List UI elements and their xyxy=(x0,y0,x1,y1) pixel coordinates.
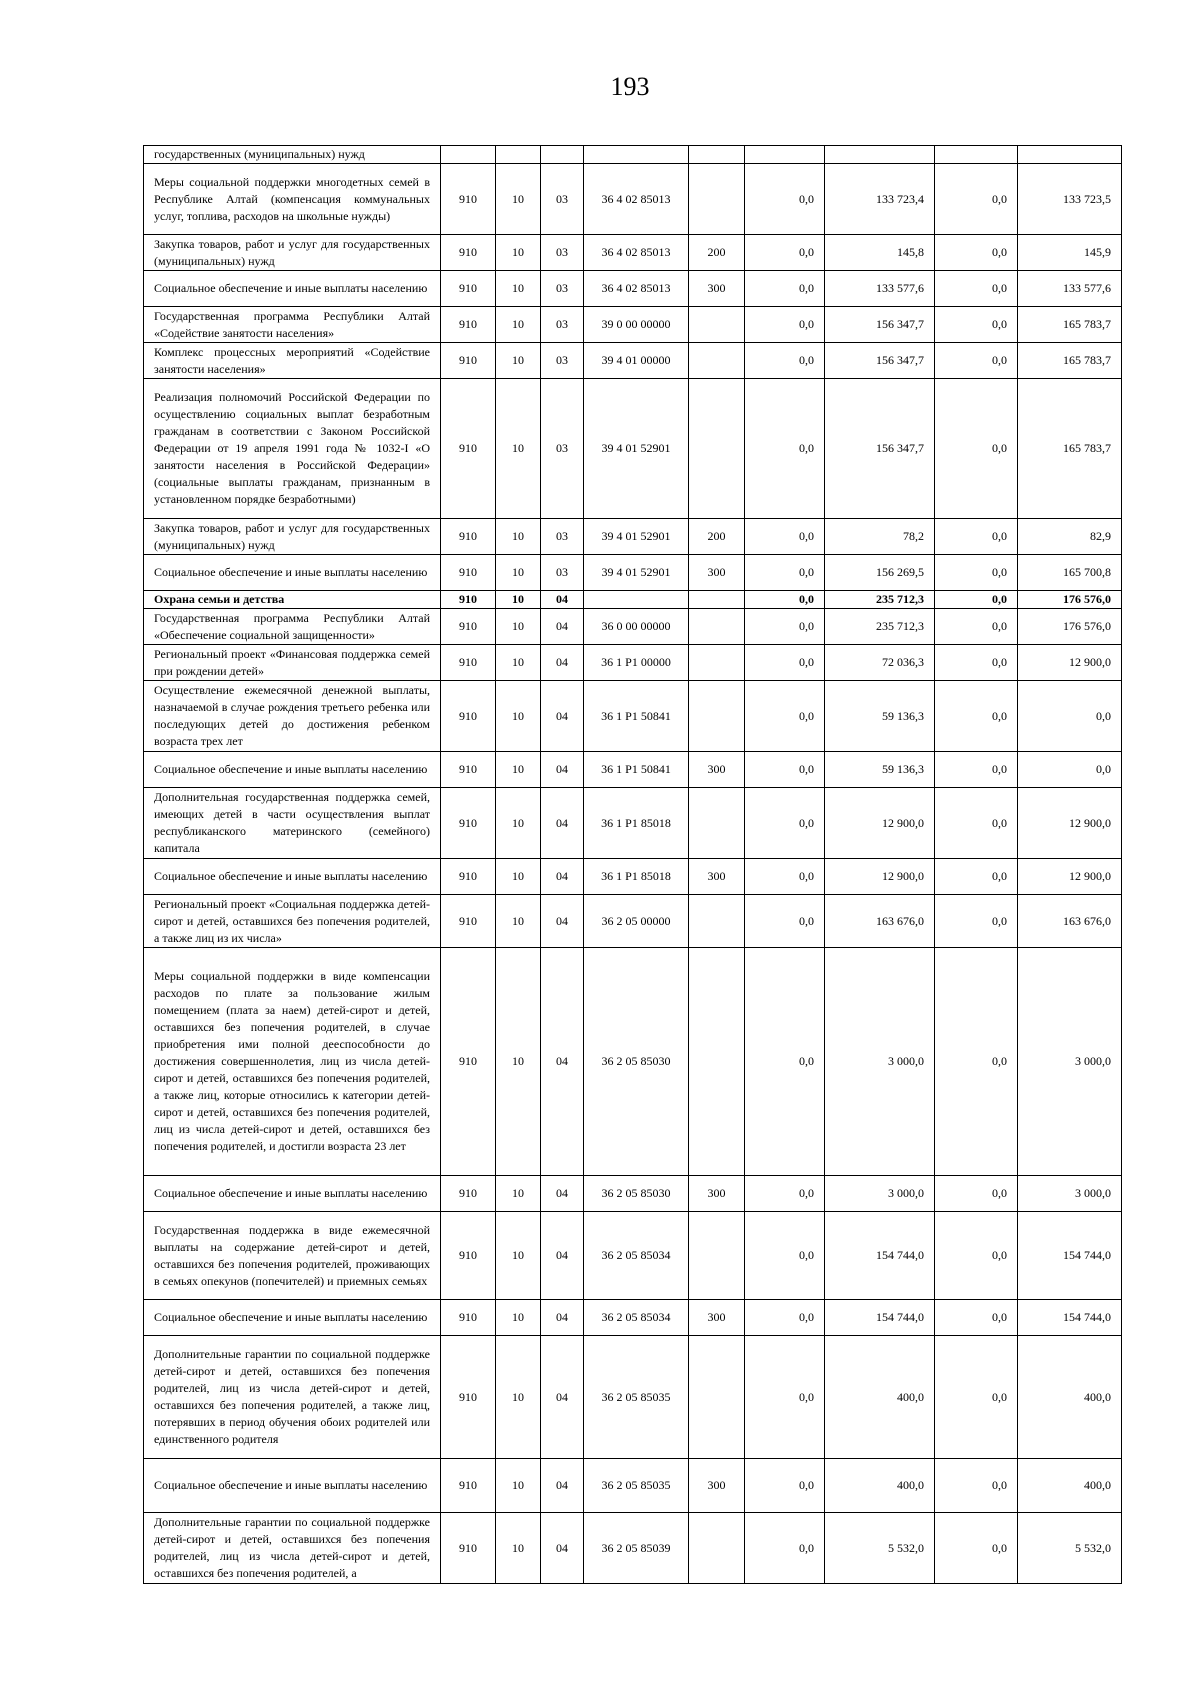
row-value-2-cell: 156 347,7 xyxy=(825,343,935,379)
row-value-2-cell: 3 000,0 xyxy=(825,948,935,1176)
row-name-cell: Комплекс процессных мероприятий «Содействие занятости населения» xyxy=(144,343,441,379)
table-row xyxy=(144,1212,1122,1300)
row-value-3-cell: 0,0 xyxy=(935,1212,1018,1300)
row-expense-type-cell xyxy=(689,1513,745,1584)
row-subsection-cell: 04 xyxy=(541,591,584,609)
row-admin-code-cell: 910 xyxy=(441,859,496,895)
row-value-2-cell: 156 347,7 xyxy=(825,379,935,519)
row-expense-type-cell: 200 xyxy=(689,235,745,271)
row-value-4-cell: 165 700,8 xyxy=(1018,555,1122,591)
row-value-2-cell: 156 347,7 xyxy=(825,307,935,343)
row-section-cell: 10 xyxy=(496,164,541,235)
row-target-article-cell: 39 4 01 52901 xyxy=(584,555,689,591)
row-subsection-cell: 03 xyxy=(541,271,584,307)
row-name-cell: Социальное обеспечение и иные выплаты населению xyxy=(144,271,441,307)
row-value-4-cell: 165 783,7 xyxy=(1018,379,1122,519)
row-target-article-cell: 36 2 05 85034 xyxy=(584,1212,689,1300)
row-expense-type-cell xyxy=(689,681,745,752)
row-target-article-cell: 36 2 05 85035 xyxy=(584,1459,689,1513)
row-section-cell: 10 xyxy=(496,895,541,948)
row-name-cell: Закупка товаров, работ и услуг для государственных (муниципальных) нужд xyxy=(144,235,441,271)
row-value-4-cell: 12 900,0 xyxy=(1018,788,1122,859)
row-value-2-cell: 59 136,3 xyxy=(825,752,935,788)
row-value-1-cell: 0,0 xyxy=(745,895,825,948)
row-expense-type-cell: 300 xyxy=(689,1459,745,1513)
row-value-1-cell: 0,0 xyxy=(745,1513,825,1584)
table-row xyxy=(144,859,1122,895)
row-subsection-cell: 03 xyxy=(541,235,584,271)
row-value-2-cell: 78,2 xyxy=(825,519,935,555)
row-subsection-cell: 04 xyxy=(541,859,584,895)
row-expense-type-cell: 300 xyxy=(689,752,745,788)
row-section-cell: 10 xyxy=(496,379,541,519)
table-row xyxy=(144,1176,1122,1212)
table-row xyxy=(144,1336,1122,1459)
table-row xyxy=(144,609,1122,645)
row-value-4-cell: 154 744,0 xyxy=(1018,1300,1122,1336)
row-value-1-cell: 0,0 xyxy=(745,1300,825,1336)
row-value-4-cell: 165 783,7 xyxy=(1018,307,1122,343)
row-section-cell: 10 xyxy=(496,948,541,1176)
row-value-3-cell: 0,0 xyxy=(935,681,1018,752)
row-admin-code-cell: 910 xyxy=(441,307,496,343)
row-section-cell: 10 xyxy=(496,609,541,645)
row-admin-code-cell: 910 xyxy=(441,343,496,379)
row-subsection-cell: 04 xyxy=(541,1336,584,1459)
row-admin-code-cell: 910 xyxy=(441,1176,496,1212)
row-name-cell: Закупка товаров, работ и услуг для государственных (муниципальных) нужд xyxy=(144,519,441,555)
row-expense-type-cell: 300 xyxy=(689,859,745,895)
row-value-1-cell: 0,0 xyxy=(745,379,825,519)
row-admin-code-cell: 910 xyxy=(441,1212,496,1300)
row-value-2-cell: 3 000,0 xyxy=(825,1176,935,1212)
table-row xyxy=(144,555,1122,591)
row-value-4-cell: 165 783,7 xyxy=(1018,343,1122,379)
row-target-article-cell: 36 4 02 85013 xyxy=(584,164,689,235)
row-value-3-cell: 0,0 xyxy=(935,307,1018,343)
row-value-2-cell: 235 712,3 xyxy=(825,591,935,609)
row-value-4-cell: 0,0 xyxy=(1018,681,1122,752)
row-expense-type-cell: 300 xyxy=(689,271,745,307)
row-value-3-cell xyxy=(935,146,1018,164)
row-section-cell: 10 xyxy=(496,1459,541,1513)
row-expense-type-cell xyxy=(689,146,745,164)
row-subsection-cell: 04 xyxy=(541,1459,584,1513)
row-value-3-cell: 0,0 xyxy=(935,1176,1018,1212)
row-section-cell: 10 xyxy=(496,752,541,788)
row-admin-code-cell: 910 xyxy=(441,681,496,752)
row-target-article-cell: 36 0 00 00000 xyxy=(584,609,689,645)
row-section-cell: 10 xyxy=(496,788,541,859)
row-value-1-cell: 0,0 xyxy=(745,343,825,379)
row-value-4-cell: 400,0 xyxy=(1018,1459,1122,1513)
row-value-1-cell: 0,0 xyxy=(745,645,825,681)
row-value-1-cell: 0,0 xyxy=(745,271,825,307)
row-target-article-cell: 36 1 P1 85018 xyxy=(584,859,689,895)
row-value-3-cell: 0,0 xyxy=(935,1336,1018,1459)
row-value-1-cell: 0,0 xyxy=(745,948,825,1176)
row-value-1-cell: 0,0 xyxy=(745,555,825,591)
row-value-1-cell: 0,0 xyxy=(745,1212,825,1300)
row-name-cell: Социальное обеспечение и иные выплаты населению xyxy=(144,752,441,788)
row-section-cell: 10 xyxy=(496,1336,541,1459)
table-row xyxy=(144,235,1122,271)
row-subsection-cell: 03 xyxy=(541,555,584,591)
row-name-cell: Социальное обеспечение и иные выплаты населению xyxy=(144,1176,441,1212)
row-value-2-cell: 12 900,0 xyxy=(825,788,935,859)
row-section-cell: 10 xyxy=(496,1513,541,1584)
table-body xyxy=(144,146,1122,1584)
row-value-1-cell: 0,0 xyxy=(745,1459,825,1513)
row-value-2-cell: 145,8 xyxy=(825,235,935,271)
row-value-1-cell: 0,0 xyxy=(745,609,825,645)
row-section-cell: 10 xyxy=(496,235,541,271)
row-subsection-cell: 03 xyxy=(541,379,584,519)
row-subsection-cell: 03 xyxy=(541,343,584,379)
row-name-cell: Социальное обеспечение и иные выплаты населению xyxy=(144,1300,441,1336)
row-expense-type-cell xyxy=(689,307,745,343)
row-value-2-cell xyxy=(825,146,935,164)
row-value-2-cell: 133 723,4 xyxy=(825,164,935,235)
row-admin-code-cell: 910 xyxy=(441,379,496,519)
row-name-cell: Охрана семьи и детства xyxy=(144,591,441,609)
row-value-4-cell: 0,0 xyxy=(1018,752,1122,788)
row-value-3-cell: 0,0 xyxy=(935,519,1018,555)
row-value-2-cell: 133 577,6 xyxy=(825,271,935,307)
row-section-cell: 10 xyxy=(496,859,541,895)
row-subsection-cell: 04 xyxy=(541,895,584,948)
row-name-cell: Дополнительные гарантии по социальной поддержке детей-сирот и детей, оставшихся без попечения родителей, лиц из числа детей-сирот и детей, оставшихся без попечения родителей, а также лиц, потерявших в период обучения обоих родителей или единственного родителя xyxy=(144,1336,441,1459)
row-expense-type-cell xyxy=(689,609,745,645)
row-value-1-cell: 0,0 xyxy=(745,307,825,343)
row-name-cell: Государственная программа Республики Алтай «Обеспечение социальной защищенности» xyxy=(144,609,441,645)
row-section-cell: 10 xyxy=(496,555,541,591)
row-subsection-cell: 03 xyxy=(541,519,584,555)
row-admin-code-cell: 910 xyxy=(441,645,496,681)
row-target-article-cell: 36 1 P1 50841 xyxy=(584,681,689,752)
row-value-3-cell: 0,0 xyxy=(935,555,1018,591)
row-value-3-cell: 0,0 xyxy=(935,752,1018,788)
row-admin-code-cell xyxy=(441,146,496,164)
budget-table xyxy=(143,145,1122,1584)
row-subsection-cell: 03 xyxy=(541,164,584,235)
table-row xyxy=(144,271,1122,307)
row-section-cell: 10 xyxy=(496,519,541,555)
row-subsection-cell: 04 xyxy=(541,1176,584,1212)
table-row xyxy=(144,379,1122,519)
row-subsection-cell: 04 xyxy=(541,1212,584,1300)
row-admin-code-cell: 910 xyxy=(441,948,496,1176)
row-name-cell: Дополнительные гарантии по социальной поддержке детей-сирот и детей, оставшихся без попечения родителей, лиц из числа детей-сирот и детей, оставшихся без попечения родителей, а xyxy=(144,1513,441,1584)
row-name-cell: Социальное обеспечение и иные выплаты населению xyxy=(144,1459,441,1513)
row-value-2-cell: 5 532,0 xyxy=(825,1513,935,1584)
row-value-3-cell: 0,0 xyxy=(935,948,1018,1176)
row-value-4-cell: 133 577,6 xyxy=(1018,271,1122,307)
table-row xyxy=(144,948,1122,1176)
row-value-2-cell: 163 676,0 xyxy=(825,895,935,948)
row-section-cell: 10 xyxy=(496,343,541,379)
row-value-2-cell: 154 744,0 xyxy=(825,1300,935,1336)
row-target-article-cell: 36 4 02 85013 xyxy=(584,271,689,307)
row-value-4-cell: 3 000,0 xyxy=(1018,948,1122,1176)
row-value-3-cell: 0,0 xyxy=(935,645,1018,681)
row-value-2-cell: 400,0 xyxy=(825,1459,935,1513)
row-value-3-cell: 0,0 xyxy=(935,343,1018,379)
row-name-cell: Социальное обеспечение и иные выплаты населению xyxy=(144,555,441,591)
row-subsection-cell: 03 xyxy=(541,307,584,343)
row-target-article-cell xyxy=(584,591,689,609)
row-admin-code-cell: 910 xyxy=(441,235,496,271)
row-subsection-cell: 04 xyxy=(541,681,584,752)
row-target-article-cell: 36 1 P1 85018 xyxy=(584,788,689,859)
row-section-cell: 10 xyxy=(496,271,541,307)
row-name-cell: Реализация полномочий Российской Федерации по осуществлению социальных выплат безработным гражданам в соответствии с Законом Российской Федерации от 19 апреля 1991 года № 1032-I «О занятости населения в Российской Федерации» (социальные выплаты гражданам, признанным в установленном порядке безработными) xyxy=(144,379,441,519)
table-row xyxy=(144,895,1122,948)
row-subsection-cell: 04 xyxy=(541,1513,584,1584)
row-subsection-cell: 04 xyxy=(541,752,584,788)
row-name-cell: Дополнительная государственная поддержка семей, имеющих детей в части осуществления выплат республиканского материнского (семейного) капитала xyxy=(144,788,441,859)
row-admin-code-cell: 910 xyxy=(441,788,496,859)
row-name-cell: Осуществление ежемесячной денежной выплаты, назначаемой в случае рождения третьего ребенка или последующих детей до достижения ребенком возраста трех лет xyxy=(144,681,441,752)
row-target-article-cell: 36 1 P1 50841 xyxy=(584,752,689,788)
row-value-2-cell: 156 269,5 xyxy=(825,555,935,591)
row-value-4-cell: 176 576,0 xyxy=(1018,591,1122,609)
row-name-cell: Социальное обеспечение и иные выплаты населению xyxy=(144,859,441,895)
row-expense-type-cell xyxy=(689,379,745,519)
table-row xyxy=(144,146,1122,164)
row-value-1-cell xyxy=(745,146,825,164)
row-value-3-cell: 0,0 xyxy=(935,1459,1018,1513)
row-value-1-cell: 0,0 xyxy=(745,859,825,895)
row-value-1-cell: 0,0 xyxy=(745,591,825,609)
row-value-3-cell: 0,0 xyxy=(935,235,1018,271)
row-admin-code-cell: 910 xyxy=(441,591,496,609)
row-value-4-cell: 133 723,5 xyxy=(1018,164,1122,235)
row-value-4-cell: 176 576,0 xyxy=(1018,609,1122,645)
row-value-2-cell: 72 036,3 xyxy=(825,645,935,681)
row-target-article-cell: 36 2 05 00000 xyxy=(584,895,689,948)
row-value-3-cell: 0,0 xyxy=(935,379,1018,519)
row-value-4-cell: 145,9 xyxy=(1018,235,1122,271)
row-expense-type-cell xyxy=(689,591,745,609)
row-value-3-cell: 0,0 xyxy=(935,591,1018,609)
table-row xyxy=(144,645,1122,681)
table-row xyxy=(144,788,1122,859)
row-admin-code-cell: 910 xyxy=(441,271,496,307)
row-target-article-cell: 36 2 05 85030 xyxy=(584,1176,689,1212)
row-admin-code-cell: 910 xyxy=(441,609,496,645)
row-value-2-cell: 154 744,0 xyxy=(825,1212,935,1300)
row-target-article-cell: 39 4 01 52901 xyxy=(584,379,689,519)
row-admin-code-cell: 910 xyxy=(441,1336,496,1459)
row-value-1-cell: 0,0 xyxy=(745,235,825,271)
row-target-article-cell: 39 4 01 00000 xyxy=(584,343,689,379)
row-value-1-cell: 0,0 xyxy=(745,1336,825,1459)
row-admin-code-cell: 910 xyxy=(441,519,496,555)
row-name-cell: Меры социальной поддержки многодетных семей в Республике Алтай (компенсация коммунальных услуг, топлива, расходов на школьные нужды) xyxy=(144,164,441,235)
row-value-1-cell: 0,0 xyxy=(745,788,825,859)
row-name-cell: Государственная программа Республики Алтай «Содействие занятости населения» xyxy=(144,307,441,343)
row-value-4-cell: 12 900,0 xyxy=(1018,645,1122,681)
row-expense-type-cell xyxy=(689,1336,745,1459)
table-row xyxy=(144,343,1122,379)
row-value-3-cell: 0,0 xyxy=(935,1300,1018,1336)
row-admin-code-cell: 910 xyxy=(441,752,496,788)
row-target-article-cell: 36 2 05 85039 xyxy=(584,1513,689,1584)
row-section-cell: 10 xyxy=(496,1176,541,1212)
table-row xyxy=(144,591,1122,609)
row-expense-type-cell xyxy=(689,895,745,948)
row-expense-type-cell xyxy=(689,343,745,379)
row-expense-type-cell: 300 xyxy=(689,1176,745,1212)
row-value-4-cell: 82,9 xyxy=(1018,519,1122,555)
row-admin-code-cell: 910 xyxy=(441,895,496,948)
row-value-4-cell: 400,0 xyxy=(1018,1336,1122,1459)
row-value-1-cell: 0,0 xyxy=(745,752,825,788)
row-value-2-cell: 400,0 xyxy=(825,1336,935,1459)
table-row xyxy=(144,1459,1122,1513)
row-value-3-cell: 0,0 xyxy=(935,164,1018,235)
row-section-cell: 10 xyxy=(496,645,541,681)
row-target-article-cell: 39 0 00 00000 xyxy=(584,307,689,343)
row-admin-code-cell: 910 xyxy=(441,1513,496,1584)
row-expense-type-cell: 300 xyxy=(689,1300,745,1336)
table-row xyxy=(144,164,1122,235)
row-value-4-cell: 163 676,0 xyxy=(1018,895,1122,948)
row-value-2-cell: 12 900,0 xyxy=(825,859,935,895)
row-name-cell: Региональный проект «Социальная поддержка детей-сирот и детей, оставшихся без попечения родителей, а также лиц из их числа» xyxy=(144,895,441,948)
table-row xyxy=(144,1513,1122,1584)
row-value-4-cell xyxy=(1018,146,1122,164)
row-name-cell: Государственная поддержка в виде ежемесячной выплаты на содержание детей-сирот и детей, оставшихся без попечения родителей, проживающих в семьях опекунов (попечителей) и приемных семьях xyxy=(144,1212,441,1300)
row-target-article-cell: 36 1 P1 00000 xyxy=(584,645,689,681)
row-subsection-cell: 04 xyxy=(541,609,584,645)
row-value-3-cell: 0,0 xyxy=(935,859,1018,895)
row-expense-type-cell xyxy=(689,948,745,1176)
row-section-cell: 10 xyxy=(496,681,541,752)
table-row xyxy=(144,1300,1122,1336)
row-expense-type-cell: 300 xyxy=(689,555,745,591)
row-subsection-cell: 04 xyxy=(541,788,584,859)
row-expense-type-cell xyxy=(689,164,745,235)
row-value-3-cell: 0,0 xyxy=(935,609,1018,645)
row-value-4-cell: 3 000,0 xyxy=(1018,1176,1122,1212)
row-target-article-cell: 36 2 05 85030 xyxy=(584,948,689,1176)
row-name-cell: Меры социальной поддержки в виде компенсации расходов по плате за пользование жилым помещением (плата за наем) детей-сирот и детей, оставшихся без попечения родителей, в случае приобретения ими полной дееспособности до достижения совершеннолетия, лиц из числа детей-сирот и детей, оставшихся без попечения родителей, а также лиц, которые относились к категории детей-сирот и детей, оставшихся без попечения родителей, лиц из числа детей-сирот и детей, оставшихся без попечения родителей, и достигли возраста 23 лет xyxy=(144,948,441,1176)
row-value-3-cell: 0,0 xyxy=(935,788,1018,859)
row-section-cell: 10 xyxy=(496,307,541,343)
row-admin-code-cell: 910 xyxy=(441,164,496,235)
page-number: 193 xyxy=(610,72,650,101)
row-value-1-cell: 0,0 xyxy=(745,519,825,555)
row-section-cell: 10 xyxy=(496,1212,541,1300)
row-value-1-cell: 0,0 xyxy=(745,1176,825,1212)
row-name-cell: государственных (муниципальных) нужд xyxy=(144,146,441,164)
row-admin-code-cell: 910 xyxy=(441,1300,496,1336)
row-value-4-cell: 154 744,0 xyxy=(1018,1212,1122,1300)
row-target-article-cell: 36 2 05 85034 xyxy=(584,1300,689,1336)
table-row xyxy=(144,681,1122,752)
table-row xyxy=(144,307,1122,343)
row-value-3-cell: 0,0 xyxy=(935,895,1018,948)
row-value-2-cell: 59 136,3 xyxy=(825,681,935,752)
row-value-1-cell: 0,0 xyxy=(745,164,825,235)
table-row xyxy=(144,752,1122,788)
row-value-1-cell: 0,0 xyxy=(745,681,825,752)
row-subsection-cell: 04 xyxy=(541,1300,584,1336)
row-target-article-cell xyxy=(584,146,689,164)
row-subsection-cell: 04 xyxy=(541,645,584,681)
row-value-4-cell: 12 900,0 xyxy=(1018,859,1122,895)
row-name-cell: Региональный проект «Финансовая поддержка семей при рождении детей» xyxy=(144,645,441,681)
row-value-3-cell: 0,0 xyxy=(935,1513,1018,1584)
row-target-article-cell: 36 2 05 85035 xyxy=(584,1336,689,1459)
row-section-cell xyxy=(496,146,541,164)
row-expense-type-cell xyxy=(689,1212,745,1300)
row-target-article-cell: 39 4 01 52901 xyxy=(584,519,689,555)
row-expense-type-cell xyxy=(689,645,745,681)
row-value-3-cell: 0,0 xyxy=(935,271,1018,307)
row-subsection-cell: 04 xyxy=(541,948,584,1176)
row-value-2-cell: 235 712,3 xyxy=(825,609,935,645)
row-value-4-cell: 5 532,0 xyxy=(1018,1513,1122,1584)
table-row xyxy=(144,519,1122,555)
row-expense-type-cell xyxy=(689,788,745,859)
row-expense-type-cell: 200 xyxy=(689,519,745,555)
row-admin-code-cell: 910 xyxy=(441,1459,496,1513)
row-admin-code-cell: 910 xyxy=(441,555,496,591)
row-target-article-cell: 36 4 02 85013 xyxy=(584,235,689,271)
row-section-cell: 10 xyxy=(496,591,541,609)
row-section-cell: 10 xyxy=(496,1300,541,1336)
row-subsection-cell xyxy=(541,146,584,164)
